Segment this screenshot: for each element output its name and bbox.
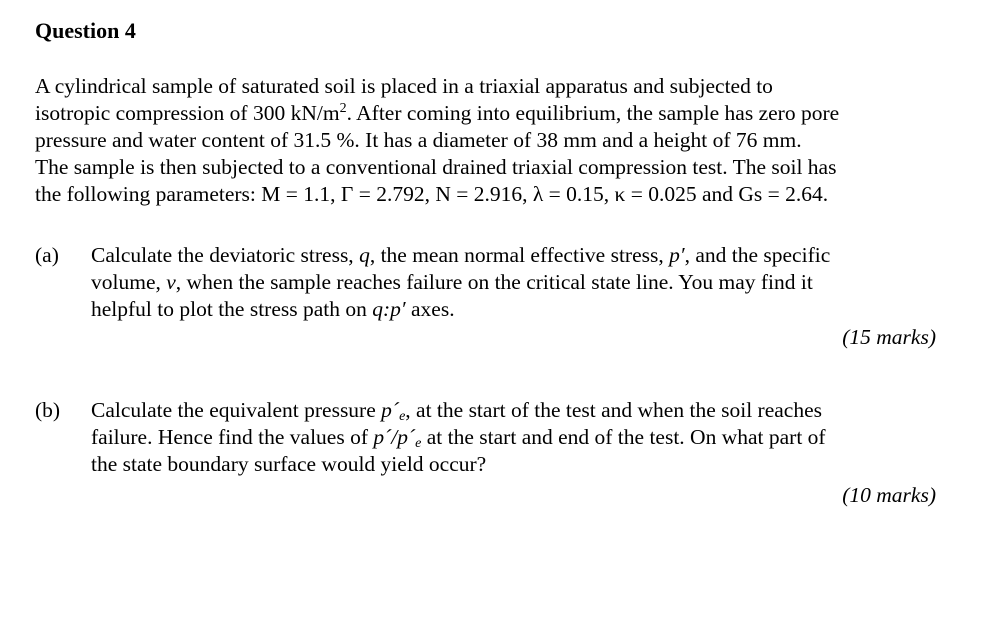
part-a-line-1 bbox=[91, 242, 980, 269]
subscript-e: e bbox=[415, 436, 422, 451]
part-a-body bbox=[91, 242, 980, 323]
symbol-axes: q:p′ bbox=[372, 297, 406, 321]
intro-line-2 bbox=[35, 100, 980, 127]
part-b-body bbox=[91, 397, 980, 478]
part-a-marks: (15 marks) bbox=[842, 325, 936, 349]
part-a-text: , when the sample reaches failure on the critical state line. You may find it bbox=[175, 270, 813, 294]
intro-line-5: the following parameters: M = 1.1, Γ = 2.792, N = 2.916, λ = 0.15, κ = 0.025 and Gs = 2.64. bbox=[35, 182, 829, 206]
symbol-q: q bbox=[359, 243, 370, 267]
part-a bbox=[35, 242, 980, 323]
part-b-marks: (10 marks) bbox=[842, 483, 936, 507]
part-a-text: axes. bbox=[405, 297, 455, 321]
part-a-text: Calculate the deviatoric stress, bbox=[91, 243, 360, 267]
part-b-text: failure. Hence find the values of bbox=[91, 425, 374, 449]
part-b-text: , at the start of the test and when the soil reaches bbox=[405, 398, 823, 422]
part-b-line-2 bbox=[91, 424, 980, 451]
intro-line-3: pressure and water content of 31.5 %. It has a diameter of 38 mm and a height of 76 mm. bbox=[35, 128, 802, 152]
part-a-label: (a) bbox=[35, 243, 59, 267]
intro-line-2-start: isotropic compression of 300 kN/m bbox=[35, 101, 340, 125]
question-title: Question 4 bbox=[35, 18, 136, 43]
part-a-line-2 bbox=[91, 269, 980, 296]
intro-line-1: A cylindrical sample of saturated soil is placed in a triaxial apparatus and subjected to bbox=[35, 74, 773, 98]
symbol-p-prime: p′ bbox=[669, 243, 685, 267]
part-b-line-3: the state boundary surface would yield occur? bbox=[91, 452, 487, 476]
question-intro bbox=[35, 73, 980, 208]
intro-line-4: The sample is then subjected to a conventional drained triaxial compression test. The soil has bbox=[35, 155, 837, 179]
subscript-e: e bbox=[399, 409, 406, 424]
part-b-text: at the start and end of the test. On what part of bbox=[421, 425, 826, 449]
symbol-ratio: p´/p´ bbox=[373, 425, 416, 449]
part-b-line-1 bbox=[91, 397, 980, 424]
part-b-text: Calculate the equivalent pressure bbox=[91, 398, 382, 422]
symbol-v: v bbox=[166, 270, 176, 294]
part-a-text: , the mean normal effective stress, bbox=[369, 243, 670, 267]
squared-superscript: 2 bbox=[339, 101, 347, 116]
part-b-label: (b) bbox=[35, 398, 61, 422]
part-b bbox=[35, 397, 980, 478]
part-a-text: volume, bbox=[91, 270, 167, 294]
intro-line-2-end: . After coming into equilibrium, the sample has zero pore bbox=[346, 101, 840, 125]
part-a-line-3 bbox=[91, 296, 980, 323]
part-a-text: helpful to plot the stress path on bbox=[91, 297, 373, 321]
part-a-text: , and the specific bbox=[684, 243, 831, 267]
symbol-p-e: p´ bbox=[381, 398, 400, 422]
